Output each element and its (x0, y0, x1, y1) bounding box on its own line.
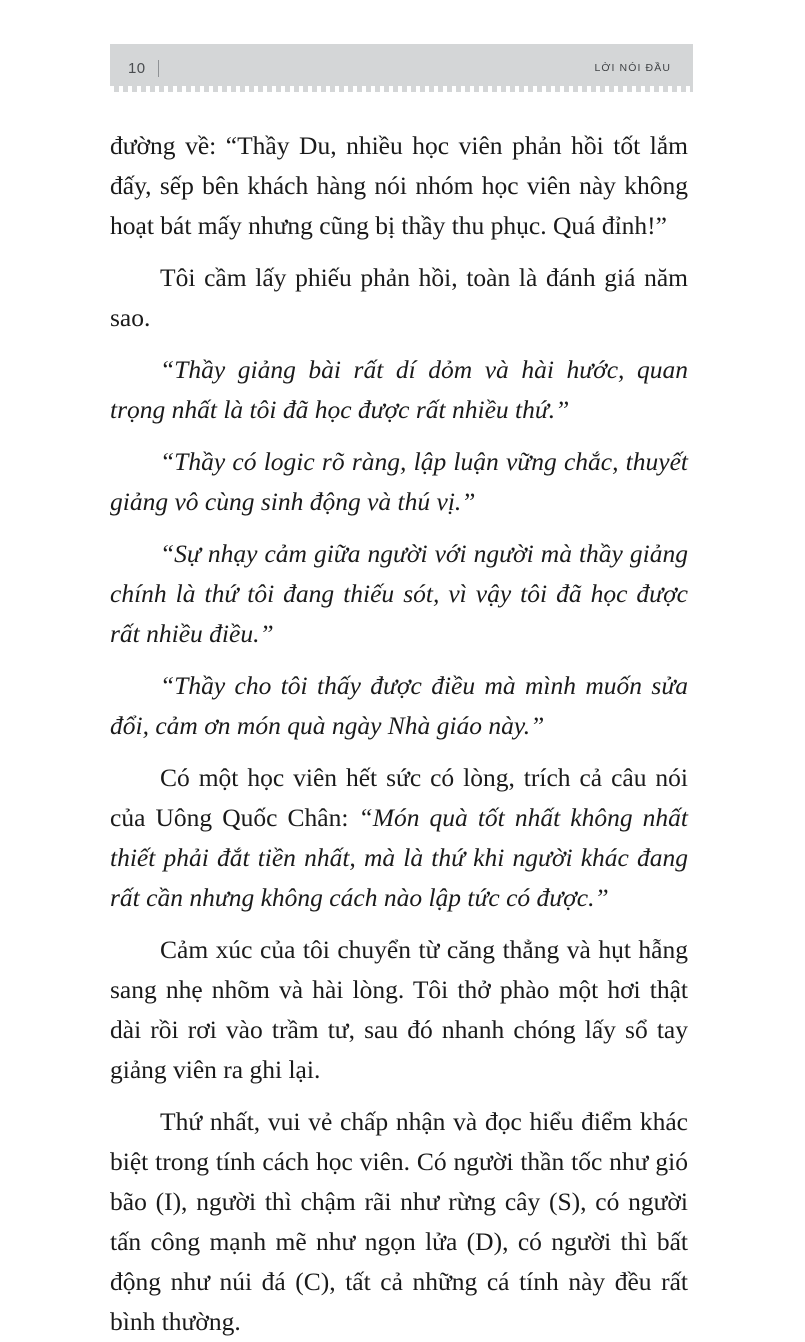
quote-paragraph-humor: “Thầy giảng bài rất dí dỏm và hài hước, quan trọng nhất là tôi đã học được rất nhiều thứ.” (110, 355, 688, 424)
running-header-inner (110, 44, 693, 92)
chapter-title: LỜI NÓI ĐẦU (594, 61, 671, 74)
folio-group (128, 44, 159, 92)
running-header (110, 44, 693, 92)
paragraph-continuation: đường về: “Thầy Du, nhiều học viên phản hồi tốt lắm đấy, sếp bên khách hàng nói nhóm học viên này không hoạt bát mấy nhưng cũng bị thầy thu phục. Quá đỉnh!” (110, 131, 688, 240)
quote-paragraph-logic: “Thầy có logic rõ ràng, lập luận vững chắc, thuyết giảng vô cùng sinh động và thú vị.” (110, 447, 688, 516)
header-dashed-edge (110, 86, 693, 92)
uong-quoc-chan-quote: “Món quà tốt nhất không nhất thiết phải đắt tiền nhất, mà là thứ khi người khác đang rất cần nhưng không cách nào lập tức có được.” (110, 803, 688, 912)
quote-paragraph-sensitivity: “Sự nhạy cảm giữa người với người mà thầy giảng chính là thứ tôi đang thiếu sót, vì vậy tôi đã học được rất nhiều điều.” (110, 539, 688, 648)
paragraph-feedback-slips: Tôi cầm lấy phiếu phản hồi, toàn là đánh giá năm sao. (110, 263, 688, 332)
uong-quoc-chan-lead: Có một học viên hết sức có lòng, trích cả câu nói của Uông Quốc Chân: (110, 763, 688, 832)
body-text-block (110, 126, 688, 1342)
paragraph-first-lesson: Thứ nhất, vui vẻ chấp nhận và đọc hiểu điểm khác biệt trong tính cách học viên. Có người thần tốc như gió bão (I), người thì chậm rãi như rừng cây (S), có người tấn công mạnh mẽ như ngọn lửa (D), có người thì bất động như núi đá (C), tất cả những cá tính này đều rất bình thường. (110, 1107, 688, 1336)
paragraph-emotions: Cảm xúc của tôi chuyển từ căng thẳng và hụt hẫng sang nhẹ nhõm và hài lòng. Tôi thở phào một hơi thật dài rồi rơi vào trầm tư, sau đó nhanh chóng lấy sổ tay giảng viên ra ghi lại. (110, 935, 688, 1084)
folio-divider-rule (158, 60, 159, 77)
paragraph-uong-quoc-chan (110, 758, 688, 918)
page-number: 10 (128, 59, 146, 77)
quote-paragraph-gift: “Thầy cho tôi thấy được điều mà mình muốn sửa đổi, cảm ơn món quà ngày Nhà giáo này.” (110, 671, 688, 740)
